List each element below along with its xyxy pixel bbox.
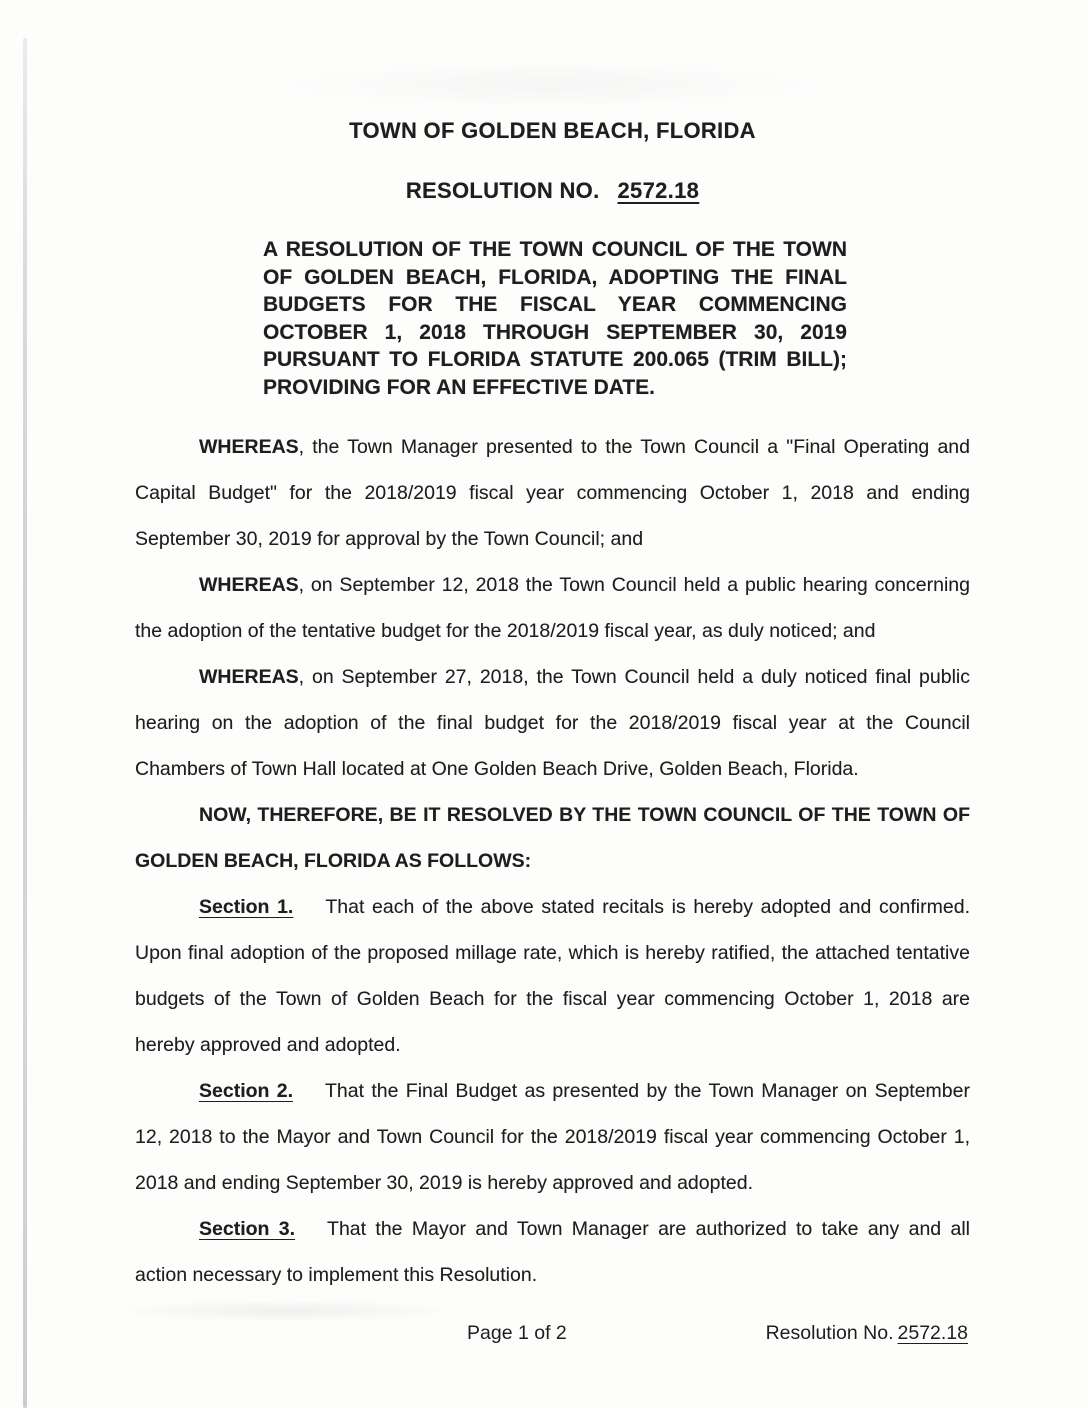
whereas-body: , on September 27, 2018, the Town Council held a duly noticed final public hearing on the adoption of the final budget for the 2018/2019 fiscal year at the Council Chambers of Town Hall located at One Golden Beach Drive, Golden Beach, Florida. <box>135 666 970 780</box>
footer-resolution-label: Resolution No. <box>765 1322 894 1344</box>
document-content <box>135 118 970 1298</box>
section-1-body: That each of the above stated recitals is hereby adopted and confirmed. Upon final adoption of the proposed millage rate, which is hereby ratified, the attached tentative budgets of the Town of Golden Beach for the fiscal year commencing October 1, 2018 are hereby approved and adopted. <box>135 896 970 1056</box>
whereas-lead: WHEREAS <box>199 436 299 458</box>
whereas-body: , on September 12, 2018 the Town Council held a public hearing concerning the adoption of the tentative budget for the 2018/2019 fiscal year, as duly noticed; and <box>135 574 970 642</box>
footer-resolution-value: 2572.18 <box>897 1322 968 1344</box>
section-2-paragraph <box>135 1068 970 1206</box>
section-3-body: That the Mayor and Town Manager are authorized to take any and all action necessary to implement this Resolution. <box>135 1218 970 1286</box>
section-1-paragraph <box>135 884 970 1068</box>
resolution-number-line <box>135 178 970 204</box>
page-indicator: Page 1 of 2 <box>467 1322 567 1344</box>
whereas-paragraph-2 <box>135 562 970 654</box>
whereas-lead: WHEREAS <box>199 666 299 688</box>
section-2-body: That the Final Budget as presented by the Town Manager on September 12, 2018 to the Mayor and Town Council for the 2018/2019 fiscal year commencing October 1, 2018 and ending September 30, 2019 is hereby approved and adopted. <box>135 1080 970 1194</box>
resolution-number-value: 2572.18 <box>617 178 700 203</box>
whereas-paragraph-3 <box>135 654 970 792</box>
resolution-title-block: A RESOLUTION OF THE TOWN COUNCIL OF THE TOWN OF GOLDEN BEACH, FLORIDA, ADOPTING THE FINAL BUDGETS FOR THE FISCAL YEAR COMMENCING OCTOBER 1, 2018 THROUGH SEPTEMBER 30, 2019 PURSUANT TO FLORIDA STATUTE 200.065 (TRIM BILL); PROVIDING FOR AN EFFECTIVE DATE. <box>263 238 847 399</box>
section-2-label: Section 2. <box>199 1080 294 1102</box>
resolved-clause: NOW, THEREFORE, BE IT RESOLVED BY THE TOWN COUNCIL OF THE TOWN OF GOLDEN BEACH, FLORIDA AS FOLLOWS: <box>135 804 970 872</box>
section-1-label: Section 1. <box>199 896 294 918</box>
whereas-paragraph-1 <box>135 424 970 562</box>
scan-smudge <box>280 60 820 110</box>
resolution-number-label: RESOLUTION NO. <box>405 178 600 203</box>
section-3-label: Section 3. <box>199 1218 296 1240</box>
whereas-body: , the Town Manager presented to the Town Council a "Final Operating and Capital Budget" for the 2018/2019 fiscal year commencing October 1, 2018 and ending September 30, 2019 for approval by the Town Council; and <box>135 436 970 550</box>
document-org-title: TOWN OF GOLDEN BEACH, FLORIDA <box>349 118 756 143</box>
scan-smudge <box>120 1300 450 1322</box>
page-footer <box>135 1322 970 1352</box>
section-3-paragraph <box>135 1206 970 1298</box>
whereas-lead: WHEREAS <box>199 574 299 596</box>
scan-artifact-line <box>23 38 27 1408</box>
document-body <box>135 424 970 1298</box>
footer-resolution-number <box>766 1322 968 1345</box>
